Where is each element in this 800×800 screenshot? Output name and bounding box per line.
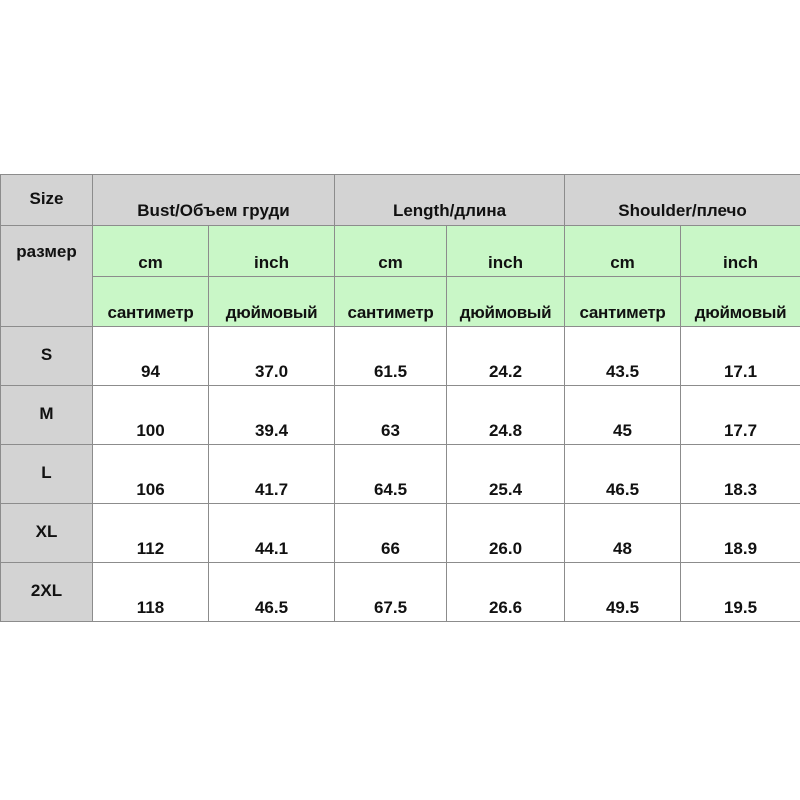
bust-cm-header: cm	[93, 226, 209, 277]
bust-inch-header-ru: дюймовый	[209, 277, 335, 327]
bust-inch-header: inch	[209, 226, 335, 277]
bust-cm-cell: 112	[93, 504, 209, 563]
table-row	[1, 386, 800, 445]
bust-cm-header-ru: сантиметр	[93, 277, 209, 327]
size-cell: 2XL	[1, 563, 93, 622]
length-inch-cell: 24.8	[447, 386, 565, 445]
length-group-header: Length/длина	[335, 175, 565, 226]
bust-inch-cell: 37.0	[209, 327, 335, 386]
shoulder-inch-cell: 18.9	[681, 504, 800, 563]
length-cm-header-ru: сантиметр	[335, 277, 447, 327]
length-inch-header: inch	[447, 226, 565, 277]
length-inch-cell: 24.2	[447, 327, 565, 386]
length-inch-cell: 26.6	[447, 563, 565, 622]
bust-inch-cell: 46.5	[209, 563, 335, 622]
bust-cm-cell: 100	[93, 386, 209, 445]
table-row	[1, 563, 800, 622]
size-cell: L	[1, 445, 93, 504]
table-row	[1, 504, 800, 563]
size-chart-table	[0, 174, 800, 622]
bust-cm-cell: 118	[93, 563, 209, 622]
length-cm-header: cm	[335, 226, 447, 277]
shoulder-cm-cell: 46.5	[565, 445, 681, 504]
length-cm-cell: 64.5	[335, 445, 447, 504]
shoulder-cm-cell: 43.5	[565, 327, 681, 386]
table-row	[1, 445, 800, 504]
shoulder-inch-cell: 17.7	[681, 386, 800, 445]
size-cell: S	[1, 327, 93, 386]
header-row-units	[1, 226, 800, 277]
shoulder-cm-cell: 49.5	[565, 563, 681, 622]
shoulder-inch-cell: 17.1	[681, 327, 800, 386]
bust-inch-cell: 39.4	[209, 386, 335, 445]
shoulder-inch-cell: 18.3	[681, 445, 800, 504]
size-column-header: Size	[1, 175, 93, 226]
shoulder-inch-header: inch	[681, 226, 800, 277]
bust-cm-cell: 106	[93, 445, 209, 504]
header-row-units-ru	[1, 277, 800, 327]
size-cell: XL	[1, 504, 93, 563]
bust-group-header: Bust/Объем груди	[93, 175, 335, 226]
length-inch-cell: 26.0	[447, 504, 565, 563]
size-column-header-ru: размер	[1, 226, 93, 327]
length-inch-cell: 25.4	[447, 445, 565, 504]
shoulder-inch-cell: 19.5	[681, 563, 800, 622]
header-row-groups	[1, 175, 800, 226]
bust-inch-cell: 41.7	[209, 445, 335, 504]
length-cm-cell: 63	[335, 386, 447, 445]
shoulder-cm-header: cm	[565, 226, 681, 277]
shoulder-cm-header-ru: сантиметр	[565, 277, 681, 327]
table-row	[1, 327, 800, 386]
shoulder-group-header: Shoulder/плечо	[565, 175, 800, 226]
size-cell: M	[1, 386, 93, 445]
length-inch-header-ru: дюймовый	[447, 277, 565, 327]
shoulder-inch-header-ru: дюймовый	[681, 277, 800, 327]
length-cm-cell: 67.5	[335, 563, 447, 622]
length-cm-cell: 61.5	[335, 327, 447, 386]
bust-inch-cell: 44.1	[209, 504, 335, 563]
shoulder-cm-cell: 48	[565, 504, 681, 563]
length-cm-cell: 66	[335, 504, 447, 563]
bust-cm-cell: 94	[93, 327, 209, 386]
shoulder-cm-cell: 45	[565, 386, 681, 445]
